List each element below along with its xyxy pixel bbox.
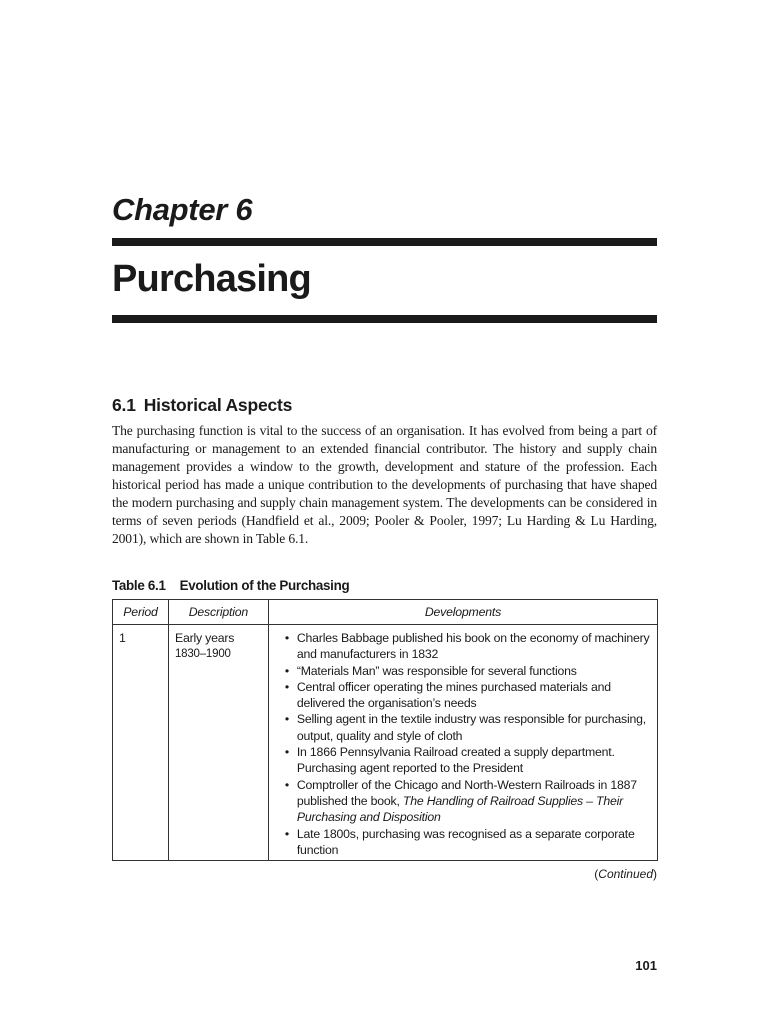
development-text: Selling agent in the textile industry was responsible for purchasing, output, quality and style of cloth [296, 712, 647, 743]
development-item [275, 711, 651, 744]
header-description: Description [168, 600, 268, 625]
section-number: 6.1 [112, 395, 136, 415]
description-cell [168, 625, 268, 861]
continued-text: Continued [598, 867, 653, 881]
continued-close: ) [653, 867, 657, 881]
continued-note [562, 867, 657, 881]
chapter-rule-top [112, 238, 657, 246]
development-item [275, 679, 651, 712]
developments-cell [268, 625, 657, 861]
development-book-title: The Handling of Railroad Supplies – Their Purchasing and Disposition [296, 793, 624, 825]
page-number: 101 [635, 958, 657, 973]
description-years: 1830–1900 [174, 648, 231, 661]
body-paragraph: The purchasing function is vital to the success of an organisation. It has evolved from being a part of manufacturing or management to an extended financial contributor. The history and supply chain management provides a window to the growth, development and stature of the profession. Each historical period has made a unique contribution to the developments of purchasing that have shaped the modern purchasing and supply chain management system. The developments can be considered in terms of seven periods (Handfield et al., 2009; Pooler & Pooler, 1997; Lu Harding & Lu Harding, 2001), which are shown in Table 6.1. [112, 423, 657, 546]
table-header-row [113, 600, 658, 625]
development-text: “Materials Man” was responsible for several functions [296, 663, 577, 678]
development-text: Late 1800s, purchasing was recognised as a separate corporate function [296, 826, 635, 857]
developments-list [275, 630, 651, 858]
table-caption-title: Evolution of the Purchasing [179, 578, 350, 593]
development-item [275, 663, 651, 679]
chapter-title: Purchasing [112, 258, 311, 300]
table-body [113, 625, 658, 861]
period-cell: 1 [113, 625, 169, 861]
development-text: Comptroller of the Chicago and North-Western Railroads in 1887 published the book, [296, 777, 637, 808]
table-row [113, 625, 658, 861]
development-item [275, 744, 651, 777]
development-text: Charles Babbage published his book on the economy of machinery and manufacturers in 1832 [296, 631, 650, 662]
development-text: Central officer operating the mines purchased materials and delivered the organisation’s needs [296, 679, 611, 711]
chapter-label: Chapter 6 [112, 192, 253, 227]
section-heading [112, 394, 292, 416]
chapter-rule-bottom [112, 315, 657, 323]
header-developments: Developments [268, 600, 657, 625]
continued-open: ( [594, 867, 599, 881]
development-item [275, 777, 651, 826]
header-period: Period [113, 600, 169, 625]
description-name: Early years [174, 631, 235, 645]
evolution-table [112, 599, 658, 861]
development-item [275, 826, 651, 859]
development-text: In 1866 Pennsylvania Railroad created a supply department. Purchasing agent reported to the President [296, 745, 615, 776]
table-caption [112, 577, 349, 595]
development-item [275, 630, 651, 663]
section-title: Historical Aspects [143, 395, 293, 415]
table-caption-number: Table 6.1 [112, 578, 166, 593]
